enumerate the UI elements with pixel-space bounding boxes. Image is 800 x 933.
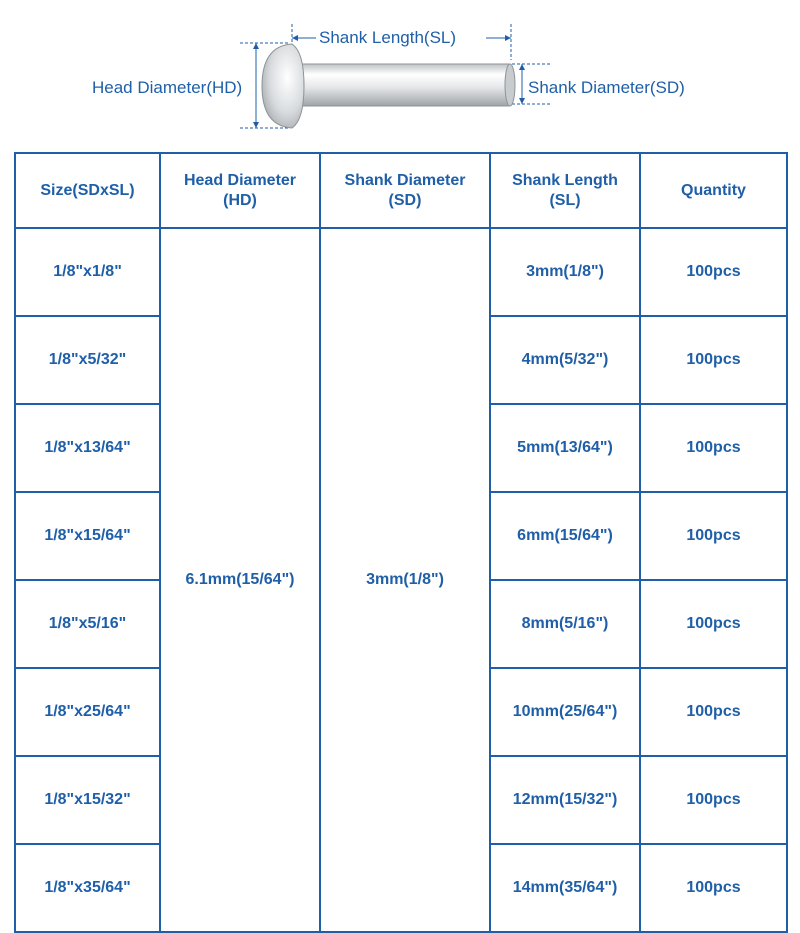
size-cell: 1/8"x25/64" xyxy=(15,668,160,756)
header-quantity: Quantity xyxy=(640,153,787,228)
header-size: Size(SDxSL) xyxy=(15,153,160,228)
quantity-cell: 100pcs xyxy=(640,316,787,404)
size-cell: 1/8"x13/64" xyxy=(15,404,160,492)
shank-length-cell: 8mm(5/16") xyxy=(490,580,640,668)
table-row xyxy=(15,228,787,316)
shank-length-cell: 12mm(15/32") xyxy=(490,756,640,844)
quantity-cell: 100pcs xyxy=(640,228,787,316)
quantity-cell: 100pcs xyxy=(640,756,787,844)
shank-length-cell: 14mm(35/64") xyxy=(490,844,640,932)
size-cell: 1/8"x15/32" xyxy=(15,756,160,844)
table-header-row xyxy=(15,153,787,228)
size-cell: 1/8"x5/16" xyxy=(15,580,160,668)
shank-length-cell: 4mm(5/32") xyxy=(490,316,640,404)
quantity-cell: 100pcs xyxy=(640,404,787,492)
rivet-diagram xyxy=(0,0,800,145)
header-shank-diameter: Shank Diameter (SD) xyxy=(320,153,490,228)
rivet-size-table xyxy=(14,152,788,933)
head-diameter-cell: 6.1mm(15/64") xyxy=(160,228,320,932)
header-shank-length: Shank Length (SL) xyxy=(490,153,640,228)
rivet-illustration xyxy=(0,0,800,145)
quantity-cell: 100pcs xyxy=(640,844,787,932)
size-cell: 1/8"x5/32" xyxy=(15,316,160,404)
shank-length-cell: 5mm(13/64") xyxy=(490,404,640,492)
size-cell: 1/8"x35/64" xyxy=(15,844,160,932)
quantity-cell: 100pcs xyxy=(640,492,787,580)
shank-diameter-label: Shank Diameter(SD) xyxy=(528,78,685,97)
head-diameter-label: Head Diameter(HD) xyxy=(92,78,243,97)
size-cell: 1/8"x1/8" xyxy=(15,228,160,316)
size-cell: 1/8"x15/64" xyxy=(15,492,160,580)
shank-diameter-cell: 3mm(1/8") xyxy=(320,228,490,932)
shank-length-label: Shank Length(SL) xyxy=(319,28,457,47)
shank-length-cell: 6mm(15/64") xyxy=(490,492,640,580)
shank-length-cell: 3mm(1/8") xyxy=(490,228,640,316)
quantity-cell: 100pcs xyxy=(640,668,787,756)
shank-length-cell: 10mm(25/64") xyxy=(490,668,640,756)
quantity-cell: 100pcs xyxy=(640,580,787,668)
header-head-diameter: Head Diameter (HD) xyxy=(160,153,320,228)
